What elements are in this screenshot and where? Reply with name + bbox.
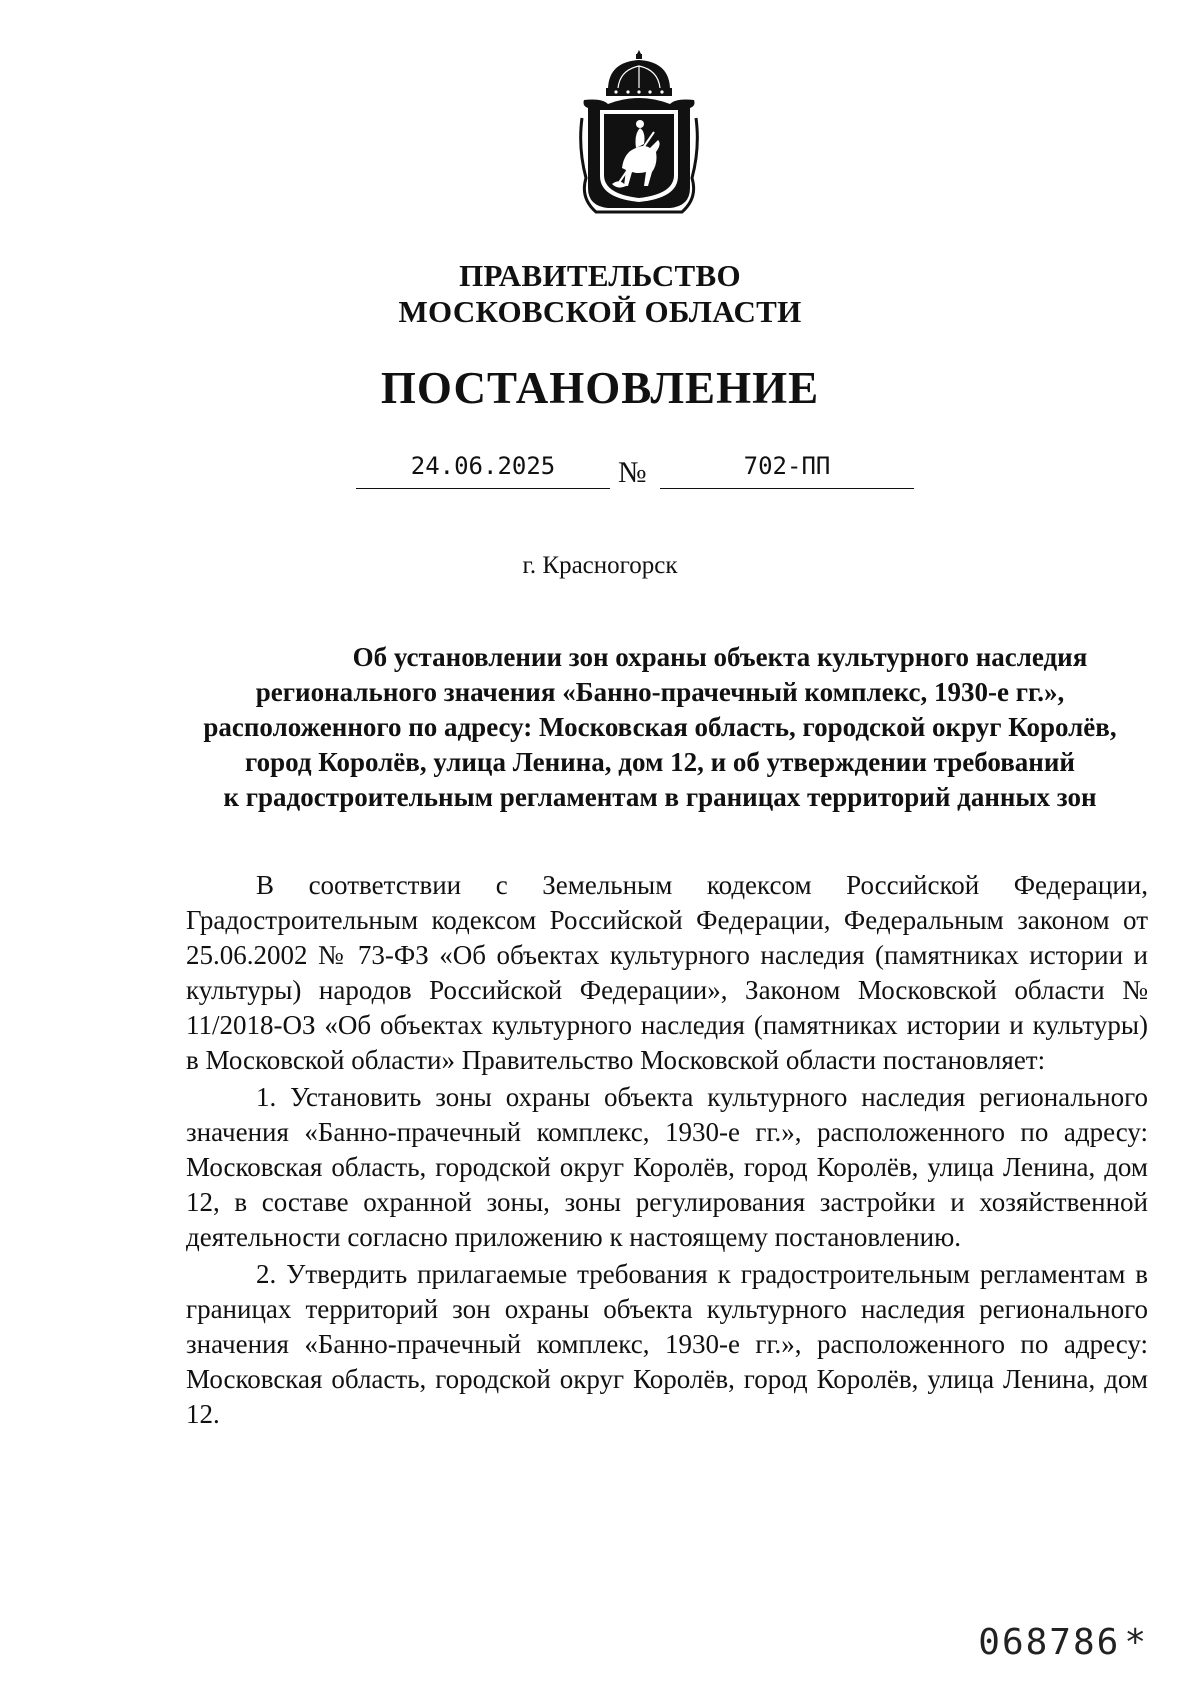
document-title (180, 640, 1140, 815)
serial-digits: 068786 (978, 1622, 1121, 1663)
item-2-paragraph: 2. Утвердить прилагаемые требования к градостроительным регламентам в границах территорий зон охраны объекта культурного наследия регионального значения «Банно-прачечный комплекс, 1930-е гг.», расположенного по адресу: Московская область, городской округ Королёв, город Королёв, улица Ленина, дом 12. (186, 1259, 1148, 1429)
title-line: к градостроительным регламентам в границах территорий данных зон (223, 782, 1097, 812)
date-underline (356, 488, 610, 489)
authority-line-2: МОСКОВСКОЙ ОБЛАСТИ (398, 294, 802, 329)
serial-mark: * (1124, 1622, 1148, 1663)
issuing-city: г. Красногорск (522, 552, 678, 579)
authority-line-1: ПРАВИТЕЛЬСТВО (459, 258, 741, 293)
number-sign: № (618, 456, 647, 489)
item-1-paragraph: 1. Установить зоны охраны объекта культурного наследия регионального значения «Банно-прачечный комплекс, 1930-е гг.», расположенного по адресу: Московская область, городской округ Королёв, город Королёв, улица Ленина, дом 12, в составе охранной зоны, зоны регулирования застройки и хозяйственной деятельности согласно приложению к настоящему постановлению. (186, 1082, 1148, 1252)
number-underline (660, 488, 914, 489)
document-body (186, 868, 1148, 1434)
title-line: регионального значения «Банно-прачечный комплекс, 1930-е гг.», (255, 677, 1065, 707)
moscow-region-coat-of-arms-icon (578, 48, 700, 216)
title-line: расположенного по адресу: Московская область, городской округ Королёв, (203, 712, 1117, 742)
issuing-authority (0, 258, 1200, 330)
title-line: Об установлении зон охраны объекта культурного наследия (352, 642, 1088, 672)
preamble-paragraph: В соответствии с Земельным кодексом Российской Федерации, Градостроительным кодексом Российской Федерации, Федеральным законом от 25.06.2002 № 73-ФЗ «Об объектах культурного наследия (памятниках истории и культуры) народов Российской Федерации», Законом Московской области № 11/2018-ОЗ «Об объектах культурного наследия (памятниках истории и культуры) в Московской области» Правительство Московской области постановляет: (186, 870, 1148, 1075)
form-serial-number (978, 1622, 1148, 1663)
document-number: 702-ПП (743, 452, 831, 480)
document-date: 24.06.2025 (410, 452, 556, 480)
document-type: ПОСТАНОВЛЕНИЕ (380, 363, 820, 413)
title-line: город Королёв, улица Ленина, дом 12, и об утверждении требований (245, 747, 1075, 777)
